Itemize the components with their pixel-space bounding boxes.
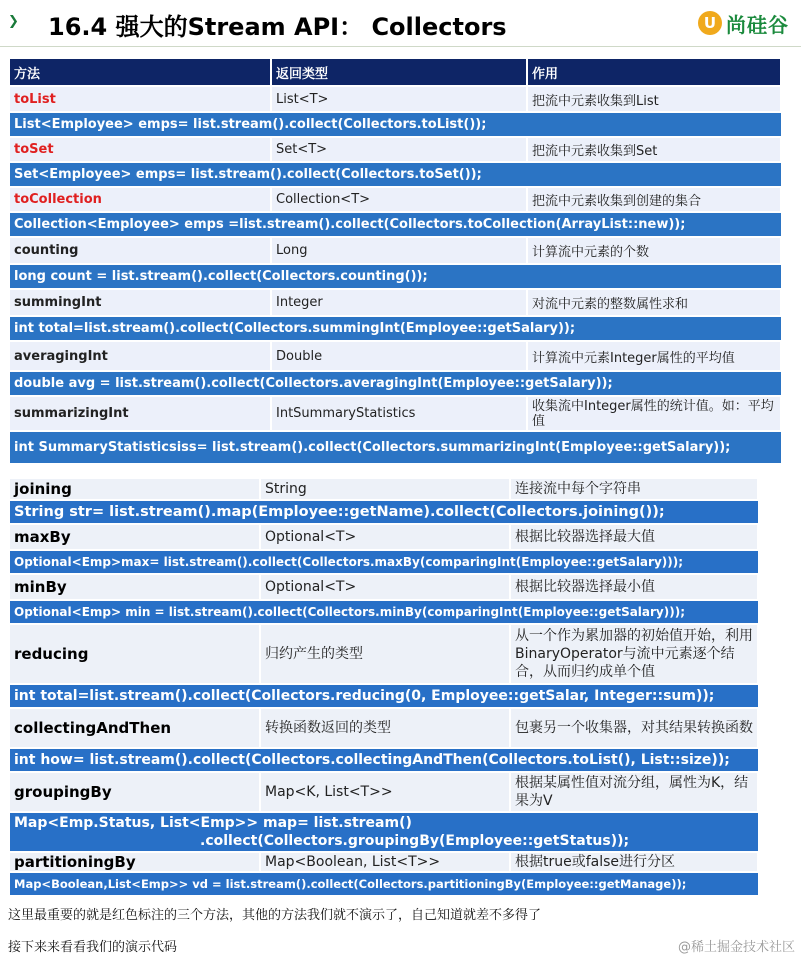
code-example: long count = list.stream().collect(Collectors.counting()); <box>10 264 781 289</box>
watermark: @稀土掘金技术社区 <box>677 940 795 955</box>
method-name: averagingInt <box>10 341 271 371</box>
code-row <box>10 431 781 463</box>
method-description: 根据比较器选择最小值 <box>510 574 758 600</box>
chevron-right-icon: ❯ <box>8 14 19 29</box>
method-name: counting <box>10 237 271 264</box>
method-description: 把流中元素收集到创建的集合 <box>527 187 781 212</box>
table-row <box>10 187 781 212</box>
code-example <box>10 812 758 852</box>
method-description: 计算流中元素Integer属性的平均值 <box>527 341 781 371</box>
code-line-2: .collect(Collectors.groupingBy(Employee::getStatus)); <box>200 833 630 849</box>
return-type: Map<Boolean, List<T>> <box>260 852 510 872</box>
brand-name: 尚硅谷 <box>726 12 789 37</box>
code-row <box>10 371 781 396</box>
code-example: Set<Employee> emps= list.stream().collect(Collectors.toSet()); <box>10 162 781 187</box>
code-row <box>10 812 758 852</box>
method-description: 连接流中每个字符串 <box>510 478 758 500</box>
code-row <box>10 872 758 895</box>
method-description: 把流中元素收集到List <box>527 86 781 112</box>
table-header-row <box>10 59 781 86</box>
code-example: Collection<Employee> emps =list.stream().collect(Collectors.toCollection(ArrayList::new)); <box>10 212 781 237</box>
return-type: String <box>260 478 510 500</box>
table-row <box>10 772 758 812</box>
return-type: Long <box>271 237 527 264</box>
code-example: int total=list.stream().collect(Collectors.summingInt(Employee::getSalary)); <box>10 316 781 341</box>
return-type: IntSummaryStatistics <box>271 396 527 431</box>
brand <box>698 8 789 38</box>
method-name: maxBy <box>10 524 260 550</box>
method-name: partitioningBy <box>10 852 260 872</box>
table-row <box>10 237 781 264</box>
code-example: Optional<Emp>max= list.stream().collect(Collectors.maxBy(comparingInt(Employee::getSalary))); <box>10 550 758 574</box>
table-row <box>10 289 781 316</box>
method-name: toList <box>10 86 271 112</box>
method-description: 包裹另一个收集器，对其结果转换函数 <box>510 708 758 748</box>
header-divider <box>0 46 801 47</box>
table-row <box>10 574 758 600</box>
method-name: summingInt <box>10 289 271 316</box>
code-row <box>10 684 758 708</box>
method-description: 收集流中Integer属性的统计值。如：平均值 <box>527 396 781 431</box>
code-row <box>10 748 758 772</box>
return-type: Integer <box>271 289 527 316</box>
method-description: 把流中元素收集到Set <box>527 137 781 162</box>
table-row <box>10 524 758 550</box>
code-row <box>10 212 781 237</box>
code-example: Map<Boolean,List<Emp>> vd = list.stream().collect(Collectors.partitioningBy(Employee::getManage)); <box>10 872 758 895</box>
footer-note: 这里最重要的就是红色标注的三个方法，其他的方法我们就不演示了，自己知道就差不多得了 <box>8 908 542 923</box>
method-description: 对流中元素的整数属性求和 <box>527 289 781 316</box>
return-type: Optional<T> <box>260 574 510 600</box>
method-name: collectingAndThen <box>10 708 260 748</box>
code-row <box>10 550 758 574</box>
code-example: double avg = list.stream().collect(Collectors.averagingInt(Employee::getSalary)); <box>10 371 781 396</box>
return-type: 转换函数返回的类型 <box>260 708 510 748</box>
method-name: toSet <box>10 137 271 162</box>
slide-title: 16.4 强大的Stream API： Collectors <box>48 13 507 41</box>
column-header-purpose: 作用 <box>527 59 781 86</box>
table-row <box>10 708 758 748</box>
brand-logo-icon: U <box>698 11 722 35</box>
method-name: reducing <box>10 624 260 684</box>
method-description: 计算流中元素的个数 <box>527 237 781 264</box>
code-example: Optional<Emp> min = list.stream().collect(Collectors.minBy(comparingInt(Employee::getSalary))); <box>10 600 758 624</box>
return-type: Double <box>271 341 527 371</box>
collectors-table-1 <box>10 59 782 463</box>
table-row <box>10 137 781 162</box>
code-line-1: Map<Emp.Status, List<Emp>> map= list.stream() <box>14 815 412 831</box>
code-row <box>10 316 781 341</box>
code-row <box>10 162 781 187</box>
code-example: String str= list.stream().map(Employee::getName).collect(Collectors.joining()); <box>10 500 758 524</box>
table-row <box>10 624 758 684</box>
method-name: minBy <box>10 574 260 600</box>
table-row <box>10 852 758 872</box>
code-example: int total=list.stream().collect(Collectors.reducing(0, Employee::getSalar, Integer::sum)); <box>10 684 758 708</box>
method-description: 从一个作为累加器的初始值开始，利用BinaryOperator与流中元素逐个结合，从而归约成单个值 <box>510 624 758 684</box>
code-row <box>10 264 781 289</box>
method-description: 根据某属性值对流分组，属性为K，结果为V <box>510 772 758 812</box>
code-row <box>10 600 758 624</box>
return-type: Map<K, List<T>> <box>260 772 510 812</box>
table-row <box>10 86 781 112</box>
method-name: summarizingInt <box>10 396 271 431</box>
footer-intro: 接下来来看看我们的演示代码 <box>8 940 178 955</box>
method-description: 根据比较器选择最大值 <box>510 524 758 550</box>
slide-header <box>0 0 801 46</box>
method-name: joining <box>10 478 260 500</box>
column-header-method: 方法 <box>10 59 271 86</box>
code-example: int SummaryStatisticsiss= list.stream().collect(Collectors.summarizingInt(Employee::getSalary)); <box>10 431 781 463</box>
method-description: 根据true或false进行分区 <box>510 852 758 872</box>
collectors-table-2 <box>10 477 759 895</box>
return-type: Set<T> <box>271 137 527 162</box>
return-type: Optional<T> <box>260 524 510 550</box>
method-name: groupingBy <box>10 772 260 812</box>
code-example: int how= list.stream().collect(Collectors.collectingAndThen(Collectors.toList(), List::size)); <box>10 748 758 772</box>
code-row <box>10 112 781 137</box>
column-header-return-type: 返回类型 <box>271 59 527 86</box>
table-row <box>10 341 781 371</box>
code-example: List<Employee> emps= list.stream().collect(Collectors.toList()); <box>10 112 781 137</box>
return-type: Collection<T> <box>271 187 527 212</box>
return-type: 归约产生的类型 <box>260 624 510 684</box>
table-row <box>10 478 758 500</box>
method-name: toCollection <box>10 187 271 212</box>
return-type: List<T> <box>271 86 527 112</box>
code-row <box>10 500 758 524</box>
table-row <box>10 396 781 431</box>
